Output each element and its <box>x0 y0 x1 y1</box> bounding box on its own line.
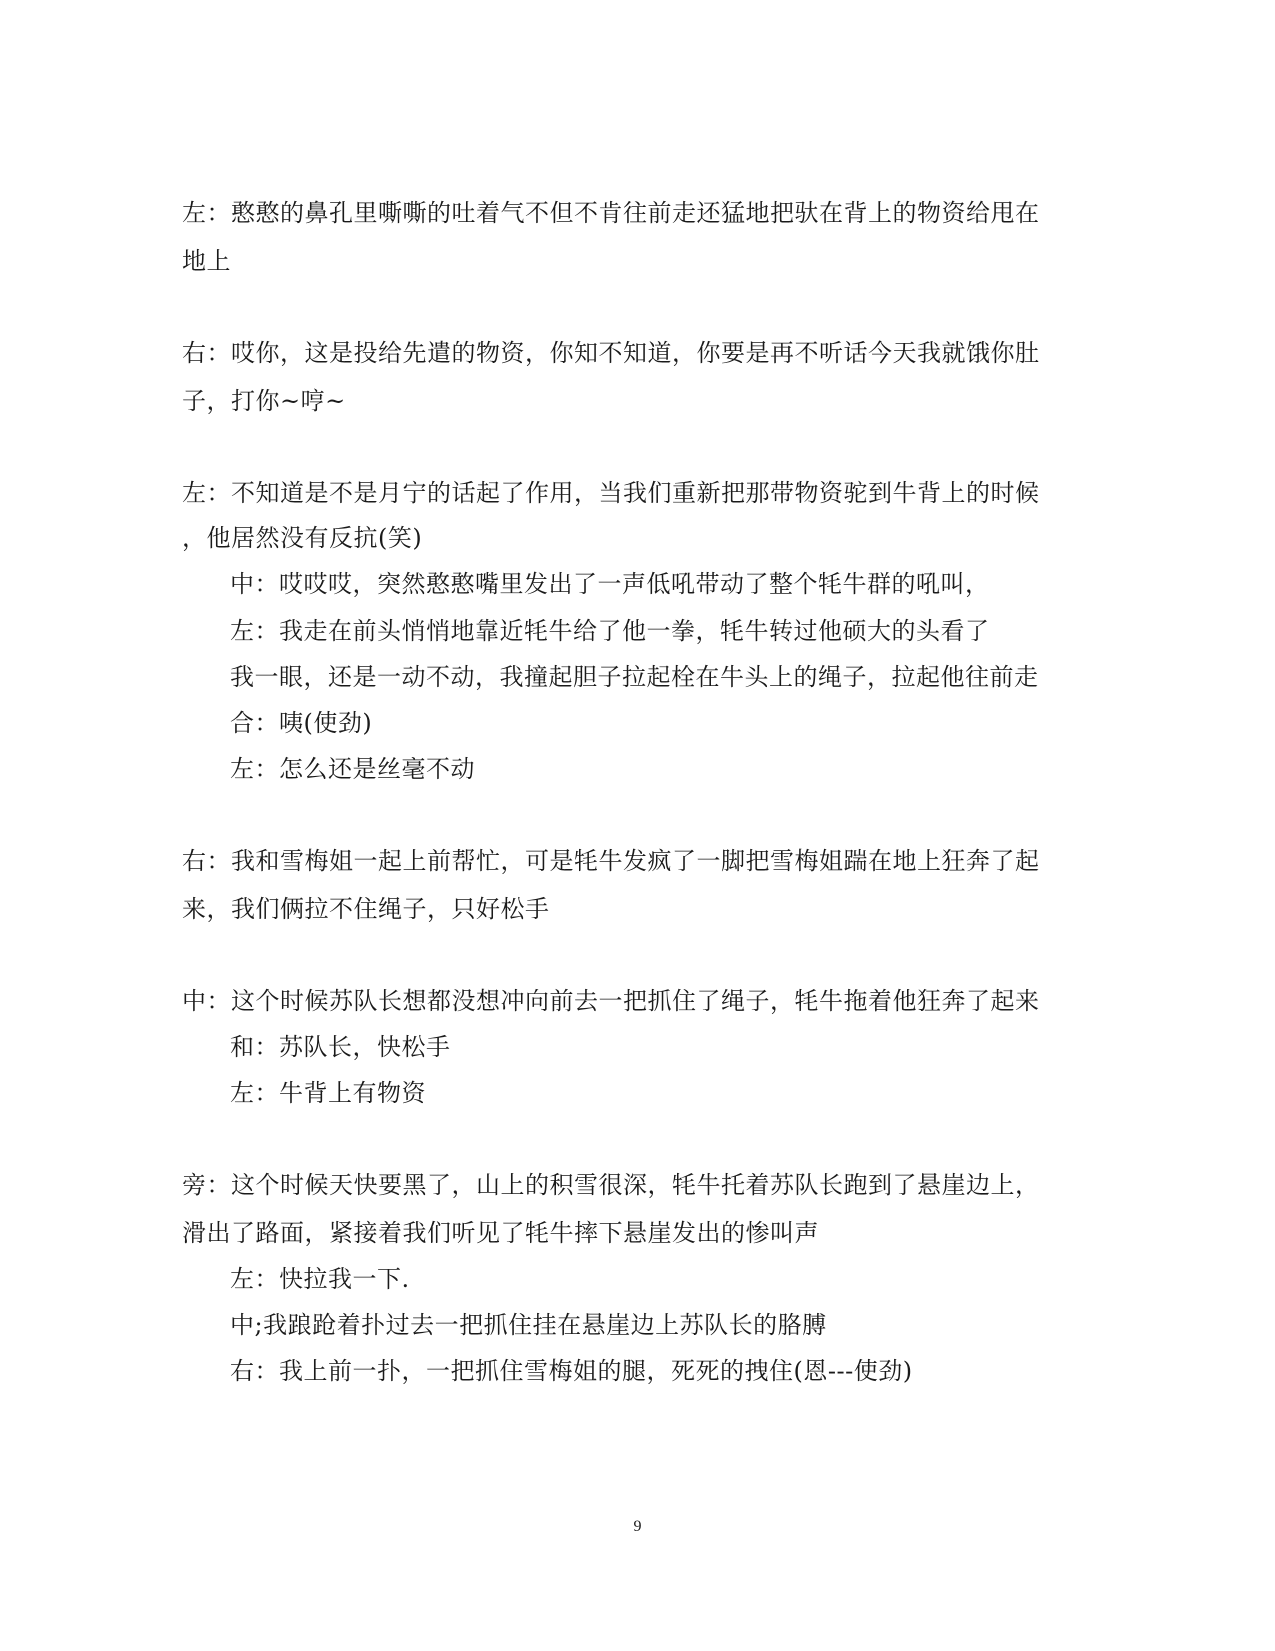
text-line: 左：不知道是不是月宁的话起了作用，当我们重新把那带物资驼到牛背上的时候 <box>182 479 1040 507</box>
page-number: 9 <box>633 1518 642 1535</box>
text-line: 右：我和雪梅姐一起上前帮忙，可是牦牛发疯了一脚把雪梅姐踹在地上狂奔了起 <box>182 847 1040 875</box>
text-line: 左：牛背上有物资 <box>230 1079 426 1107</box>
text-line: 右：哎你，这是投给先遣的物资，你知不知道，你要是再不听话今天我就饿你肚 <box>182 339 1040 367</box>
text-line: ，他居然没有反抗(笑) <box>182 524 423 552</box>
text-line: 中：这个时候苏队长想都没想冲向前去一把抓住了绳子，牦牛拖着他狂奔了起来 <box>182 987 1040 1015</box>
text-line: 合：咦(使劲) <box>230 709 373 737</box>
text-line: 左：怎么还是丝毫不动 <box>230 755 475 783</box>
text-line: 左：我走在前头悄悄地靠近牦牛给了他一拳，牦牛转过他硕大的头看了 <box>230 617 990 645</box>
text-line: 我一眼，还是一动不动，我撞起胆子拉起栓在牛头上的绳子，拉起他往前走 <box>230 663 1039 691</box>
text-line: 地上 <box>182 247 231 275</box>
text-line: 中;我踉跄着扑过去一把抓住挂在悬崖边上苏队长的胳膊 <box>230 1311 827 1339</box>
text-line: 和：苏队长，快松手 <box>230 1033 451 1061</box>
text-line: 子，打你~哼~ <box>182 387 346 415</box>
text-line: 左：憨憨的鼻孔里嘶嘶的吐着气不但不肯往前走还猛地把驮在背上的物资给甩在 <box>182 199 1040 227</box>
text-line: 滑出了路面，紧接着我们听见了牦牛摔下悬崖发出的惨叫声 <box>182 1219 819 1247</box>
text-line: 来，我们俩拉不住绳子，只好松手 <box>182 895 550 923</box>
text-line: 旁：这个时候天快要黑了，山上的积雪很深，牦牛托着苏队长跑到了悬崖边上， <box>182 1171 1040 1199</box>
text-line: 左：快拉我一下. <box>230 1265 410 1293</box>
text-line: 右：我上前一扑，一把抓住雪梅姐的腿，死死的拽住(恩---使劲) <box>230 1357 913 1385</box>
text-line: 中：哎哎哎，突然憨憨嘴里发出了一声低吼带动了整个牦牛群的吼叫， <box>230 570 990 598</box>
